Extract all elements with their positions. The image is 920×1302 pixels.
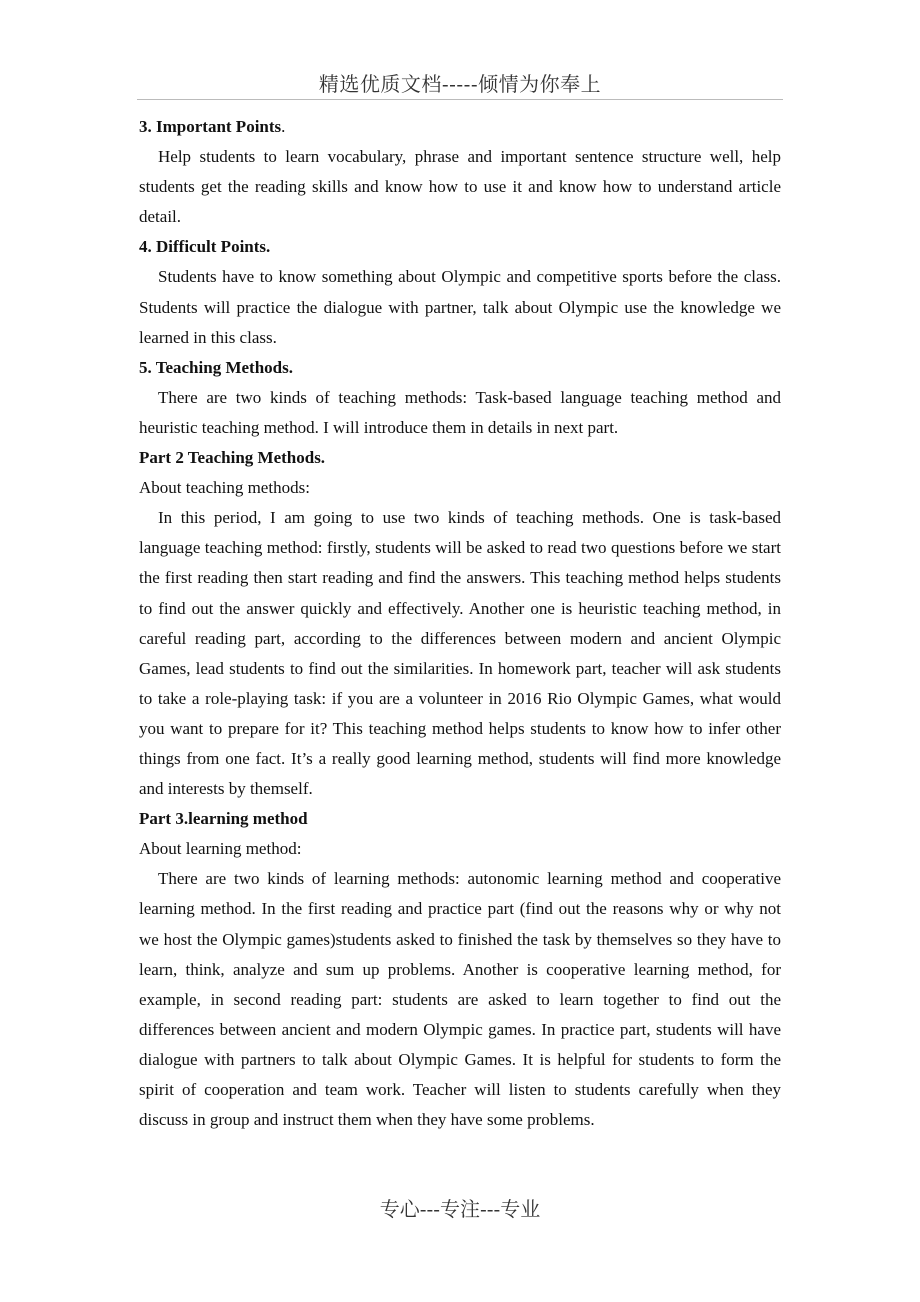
part-2-subtitle: About teaching methods:: [139, 478, 310, 498]
section-4-paragraph: Students have to know something about Olympic and competitive sports before the class. Students will practice the dialogue with partner, talk about Olympic use the knowledge we learned in this class.: [139, 267, 781, 347]
section-4-title: 4. Difficult Points.: [139, 237, 271, 257]
section-3-paragraph: Help students to learn vocabulary, phrase and important sentence structure well, help students get the reading skills and know how to use it and know how to understand article detail.: [139, 147, 781, 227]
header-divider: [137, 99, 783, 100]
section-3-title: 3. Important Points: [139, 117, 282, 136]
part-2-title: Part 2 Teaching Methods.: [139, 448, 326, 468]
section-5-paragraph: There are two kinds of teaching methods: Task-based language teaching method and heuristic teaching method. I will introduce them in details in next part.: [139, 387, 781, 437]
section-3-heading: [139, 112, 781, 142]
part-3-subtitle: About learning method:: [139, 839, 302, 859]
section-3-title-period: .: [281, 117, 286, 136]
part-3-title: Part 3.learning method: [139, 809, 308, 829]
part-2-paragraph: In this period, I am going to use two kinds of teaching methods. One is task-based language teaching method: firstly, students will be asked to read two questions before we start the first reading then start reading and find the answers. This teaching method helps students to find out the answer quickly and effectively. Another one is heuristic teaching method, in careful reading part, according to the differences between modern and ancient Olympic Games, lead students to find out the similarities. In homework part, teacher will ask students to take a role-playing task: if you are a volunteer in 2016 Rio Olympic Games, what would you want to prepare for it? This teaching method helps students to know how to infer other things from one fact. It’s a really good learning method, students will find more knowledge and interests by themself.: [139, 508, 781, 799]
page-header: 精选优质文档-----倾情为你奉上: [318, 72, 602, 96]
section-5-title: 5. Teaching Methods.: [139, 357, 293, 377]
part-3-paragraph: There are two kinds of learning methods: autonomic learning method and cooperative learning method. In the first reading and practice part (find out the reasons why or why not we host the Olympic games)students asked to finished the task by themselves so they have to learn, think, analyze and sum up problems. Another is cooperative learning method, for example, in second reading part: students are asked to learn together to find out the differences between ancient and modern Olympic games. In practice part, students will have dialogue with partners to talk about Olympic Games. It is helpful for students to form the spirit of cooperation and team work. Teacher will listen to students carefully when they discuss in group and instruct them when they have some problems.: [139, 869, 781, 1130]
document-body: [139, 112, 781, 1135]
page-footer: 专心---专注---专业: [379, 1197, 541, 1221]
